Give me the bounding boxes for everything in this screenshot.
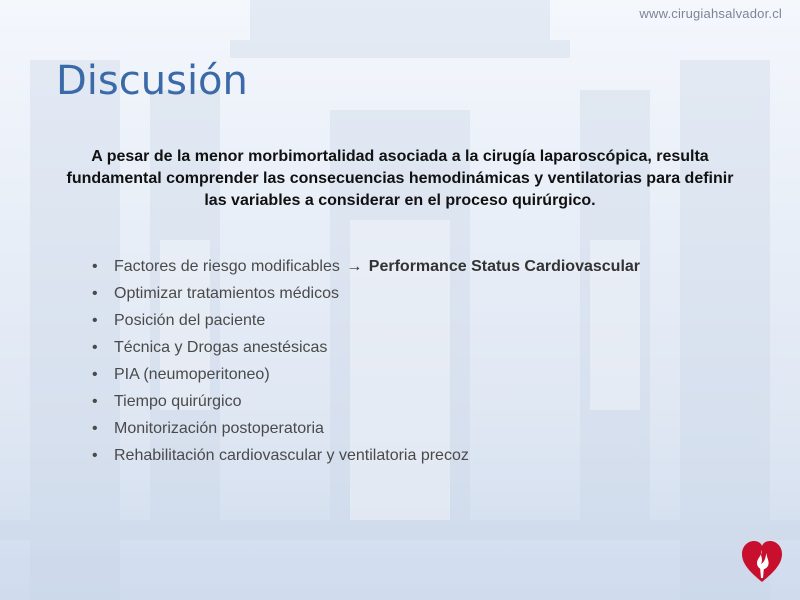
list-item-text: Posición del paciente [114,312,266,329]
bullet-list [92,253,640,469]
list-item [92,361,640,388]
list-item-emphasis: Performance Status Cardiovascular [368,258,641,275]
arrow-right-icon: → [346,258,363,275]
intro-paragraph: A pesar de la menor morbimortalidad asociada a la cirugía laparoscópica, resulta fundamental comprender las consecuencias hemodinámicas y ventilatorias para definir las variables a considerar en el proceso quirúrgico. [66,148,734,209]
list-item [92,415,640,442]
list-item [92,442,640,469]
list-item-text: Optimizar tratamientos médicos [114,285,339,302]
heart-torch-icon [740,536,784,584]
list-item [92,388,640,415]
list-item [92,307,640,334]
list-item-text: PIA (neumoperitoneo) [114,366,270,383]
list-item [92,253,640,280]
list-item-text: Factores de riesgo modificables [114,258,340,275]
list-item-text: Técnica y Drogas anestésicas [114,339,328,356]
website-url: www.cirugiahsalvador.cl [639,6,782,21]
list-item-text: Tiempo quirúrgico [114,393,242,410]
slide-title: Discusión [56,58,248,104]
list-item-text: Rehabilitación cardiovascular y ventilatoria precoz [114,447,469,464]
list-item [92,334,640,361]
list-item [92,280,640,307]
list-item-text: Monitorización postoperatoria [114,420,324,437]
